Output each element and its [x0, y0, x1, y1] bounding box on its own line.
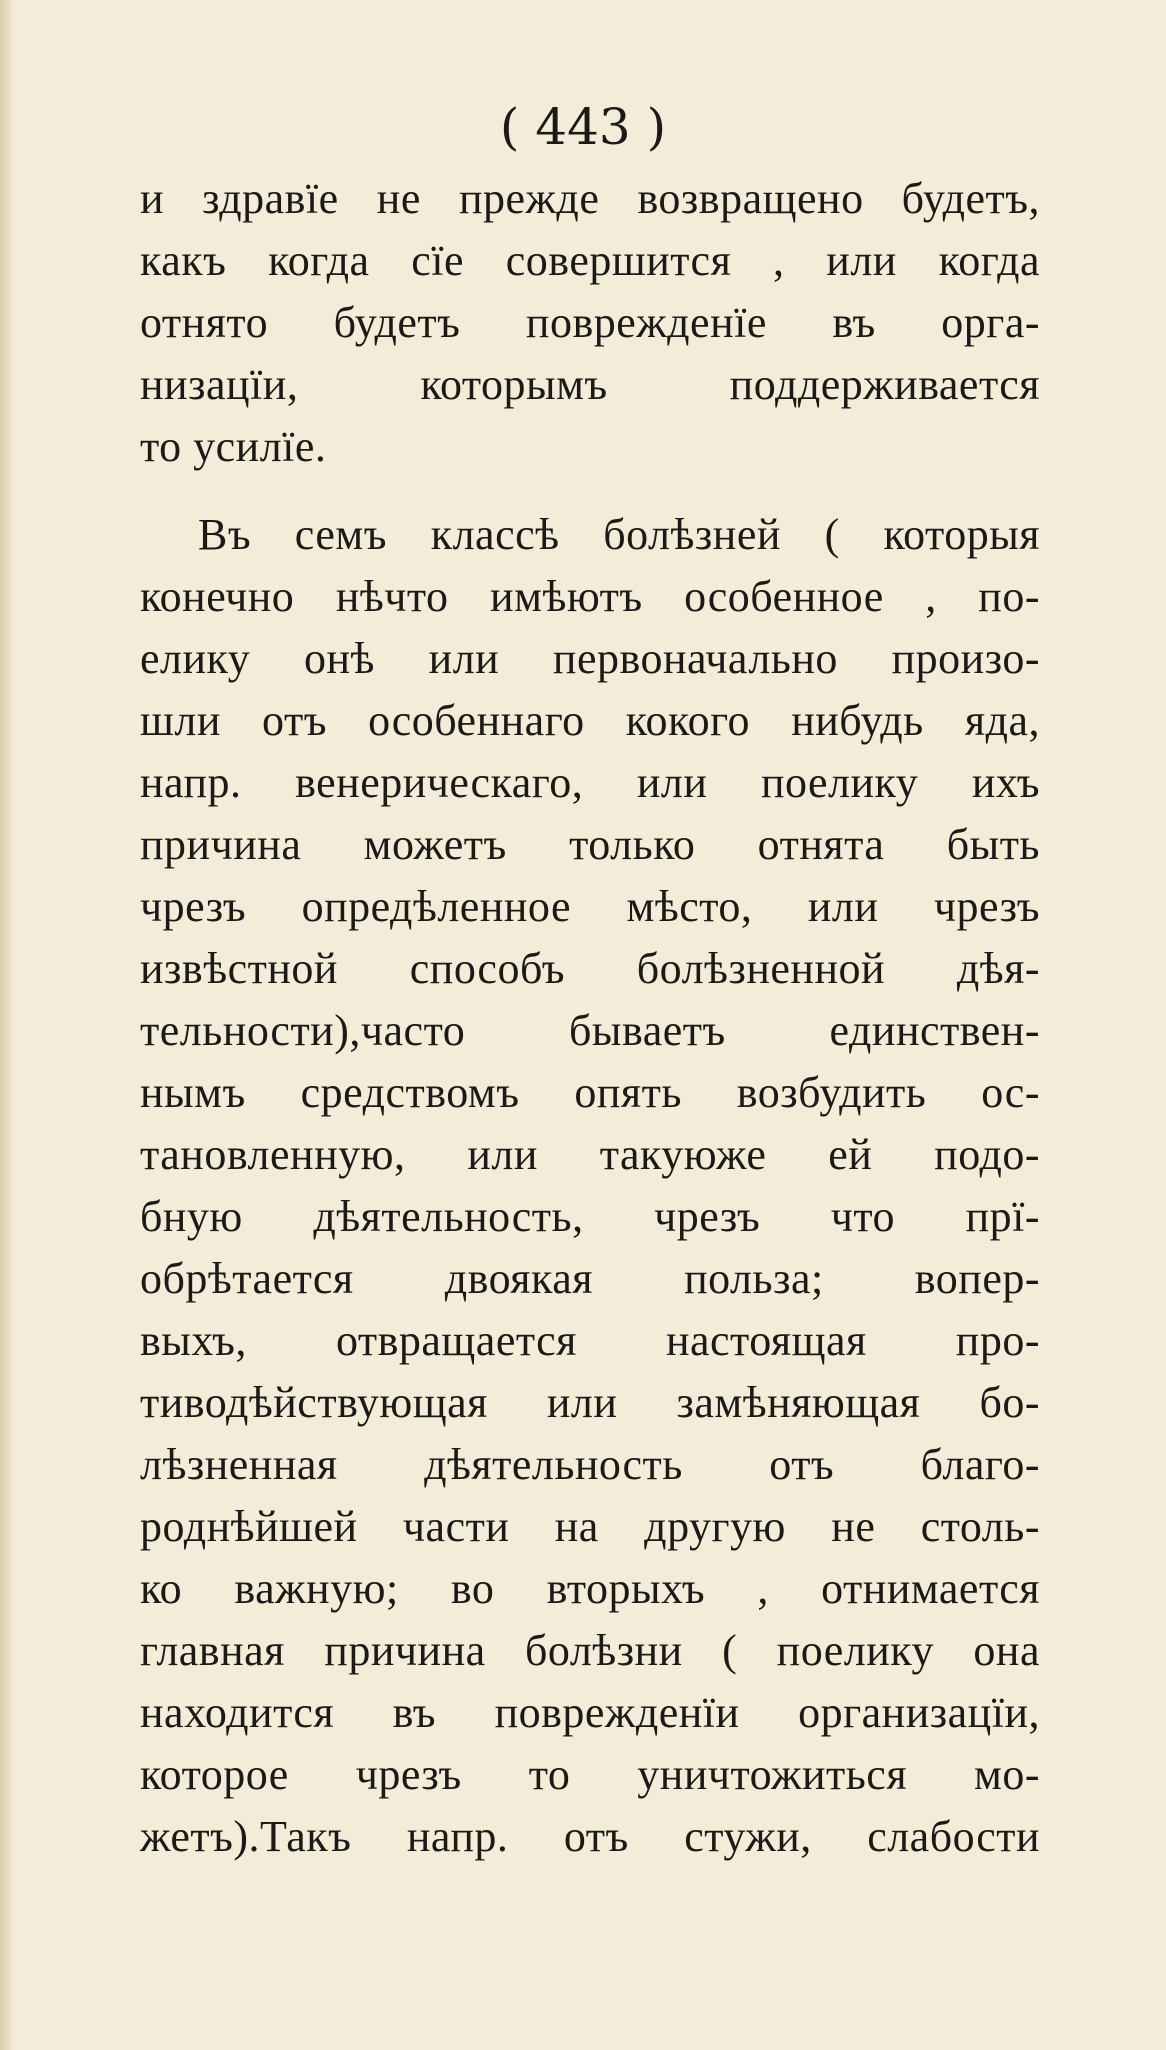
text-line: конечно нѣчто имѣютъ особенное , по- [140, 572, 1040, 621]
text-line: тиводѣйствующая или замѣняющая бо- [140, 1378, 1040, 1427]
text-line: ко важную; во вторыхъ , отнимается [140, 1564, 1040, 1613]
text-line: обрѣтается двоякая польза; вопер- [140, 1254, 1040, 1303]
text-line: находится въ поврежденїи организацїи, [140, 1688, 1040, 1737]
text-line: чрезъ опредѣленное мѣсто, или чрезъ [140, 882, 1040, 931]
text-line: шли отъ особеннаго кокого нибудь яда, [140, 696, 1040, 745]
text-line: то усилїе. [140, 422, 327, 471]
page-number: ( 443 ) [499, 98, 667, 156]
text-line: бную дѣятельность, чрезъ что прї- [140, 1192, 1040, 1241]
text-line: и здравїе не прежде возвращено будетъ, [140, 174, 1040, 223]
text-line: жетъ).Такъ напр. отъ стужи, слабости [140, 1812, 1040, 1861]
text-line: Въ семъ классѣ болѣзней ( которыя [198, 510, 1040, 559]
text-line: тельности),часто бываетъ единствен- [140, 1006, 1040, 1055]
text-line: отнято будетъ поврежденїе въ орга- [140, 298, 1040, 347]
text-line: низацїи, которымъ поддерживается [140, 360, 1040, 409]
text-line: причина можетъ только отнята быть [140, 820, 1040, 869]
text-line: тановленную, или такуюже ей подо- [140, 1130, 1040, 1179]
text-line: нымъ средствомъ опять возбудить ос- [140, 1068, 1040, 1117]
text-line: выхъ, отвращается настоящая про- [140, 1316, 1040, 1365]
text-line: напр. венерическаго, или поелику ихъ [140, 758, 1040, 807]
text-line: извѣстной способъ болѣзненной дѣя- [140, 944, 1040, 993]
page-binding-edge [0, 0, 12, 2050]
text-line: главная причина болѣзни ( поелику она [140, 1626, 1040, 1675]
text-line: которое чрезъ то уничтожиться мо- [140, 1750, 1040, 1799]
paragraph-gap [140, 478, 1040, 504]
text-line: роднѣйшей части на другую не столь- [140, 1502, 1040, 1551]
text-line: какъ когда сїе совершится , или когда [140, 236, 1040, 285]
body-text [140, 168, 1040, 1868]
text-line: елику онѣ или первоначально произо- [140, 634, 1040, 683]
text-line: лѣзненная дѣятельность отъ благо- [140, 1440, 1040, 1489]
